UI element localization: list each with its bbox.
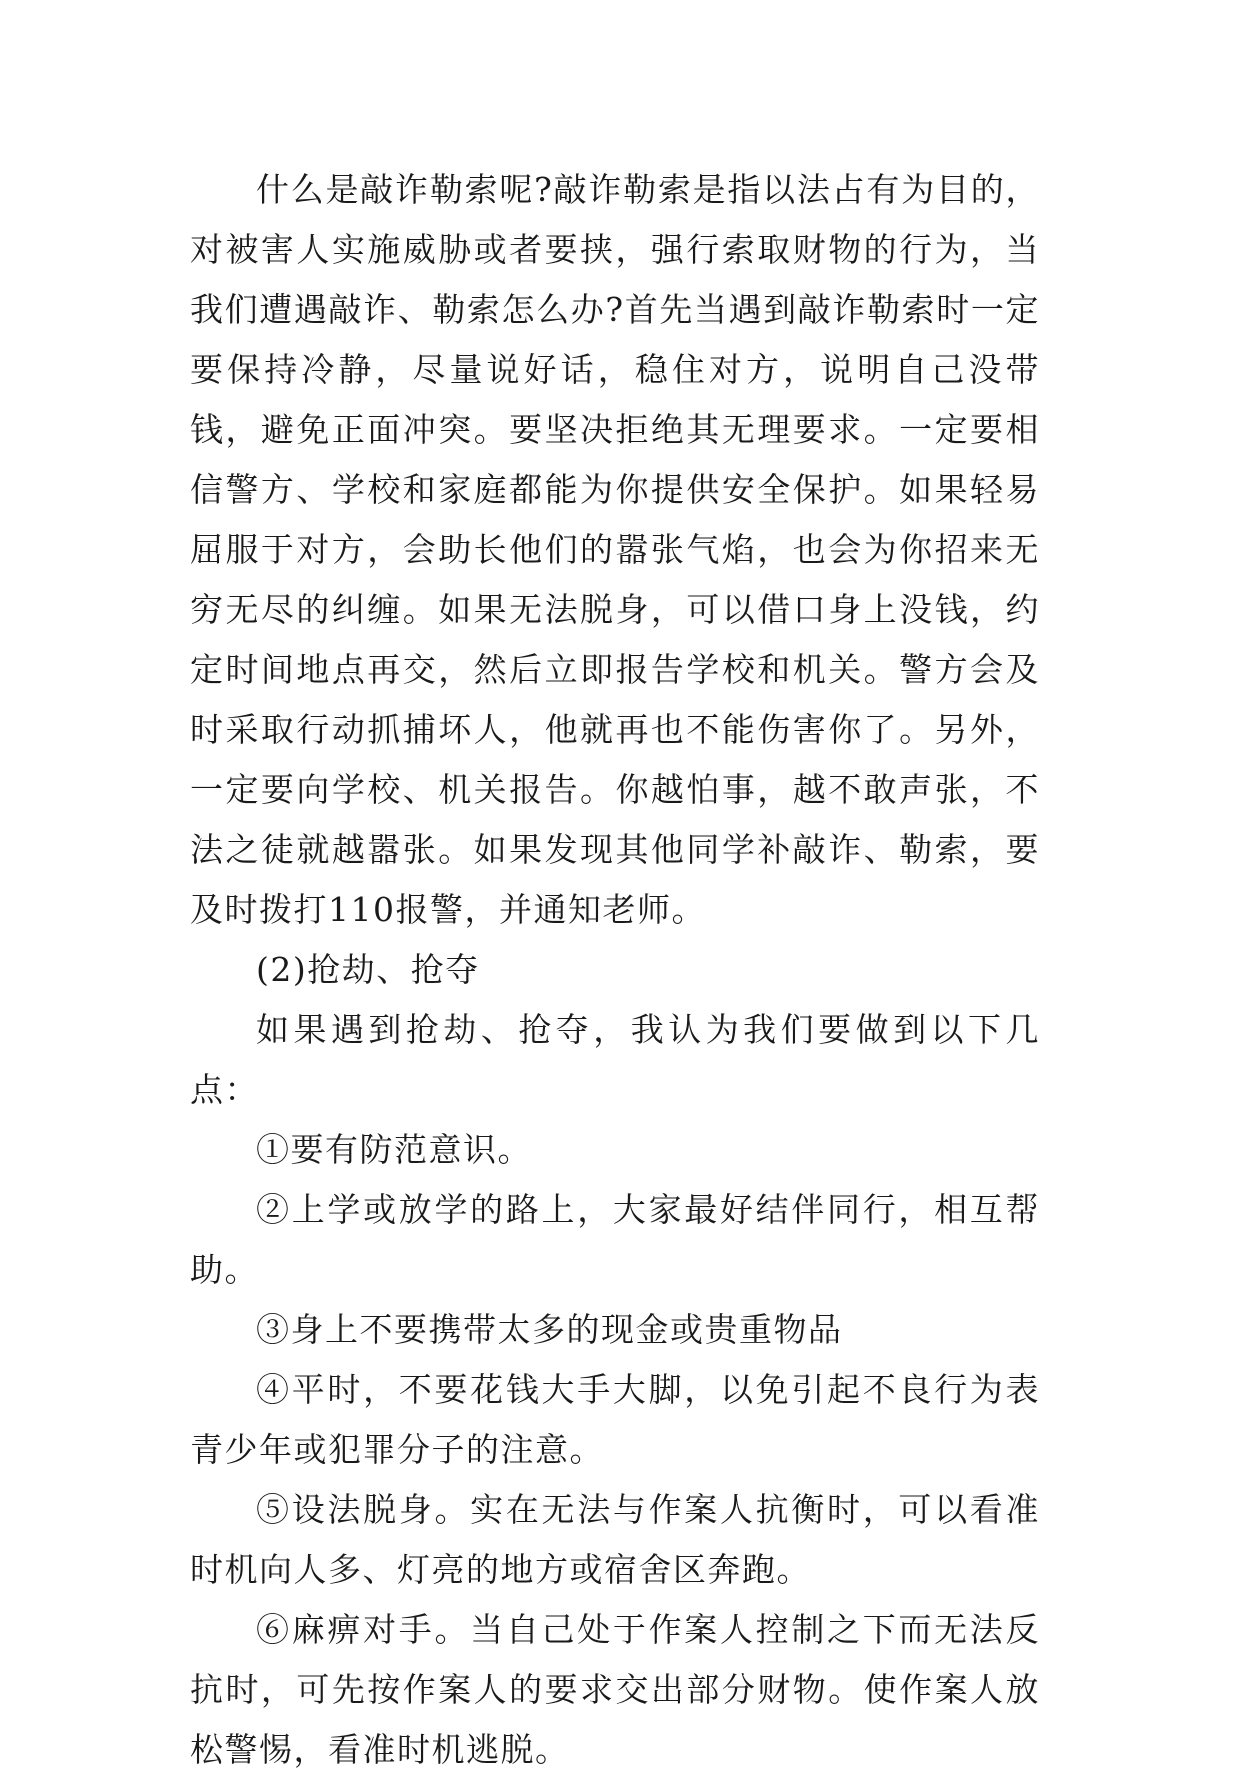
document-body — [190, 160, 1040, 1780]
point-1: ①要有防范意识。 — [256, 1130, 532, 1169]
point-4: ④平时，不要花钱大手大脚，以免引起不良行为表青少年或犯罪分子的注意。 — [190, 1370, 1040, 1469]
point-6: ⑥麻痹对手。当自己处于作案人控制之下而无法反抗时，可先按作案人的要求交出部分财物。使作案人放松警惕，看准时机逃脱。 — [190, 1610, 1040, 1769]
intro-paragraph: 什么是敲诈勒索呢?敲诈勒索是指以法占有为目的，对被害人实施威胁或者要挟，强行索取财物的行为，当我们遭遇敲诈、勒索怎么办?首先当遇到敲诈勒索时一定要保持冷静，尽量说好话，稳住对方，说明自己没带钱，避免正面冲突。要坚决拒绝其无理要求。一定要相信警方、学校和家庭都能为你提供安全保护。如果轻易屈服于对方，会助长他们的嚣张气焰，也会为你招来无穷无尽的纠缠。如果无法脱身，可以借口身上没钱，约定时间地点再交，然后立即报告学校和机关。警方会及时采取行动抓捕坏人，他就再也不能伤害你了。另外，一定要向学校、机关报告。你越怕事，越不敢声张，不法之徒就越嚣张。如果发现其他同学补敲诈、勒索，要及时拨打110报警，并通知老师。 — [190, 170, 1040, 929]
section-intro: 如果遇到抢劫、抢夺，我认为我们要做到以下几点： — [190, 1010, 1040, 1109]
point-2: ②上学或放学的路上，大家最好结伴同行，相互帮助。 — [190, 1190, 1040, 1289]
point-3: ③身上不要携带太多的现金或贵重物品 — [256, 1310, 843, 1349]
section-heading: (2)抢劫、抢夺 — [256, 950, 480, 989]
point-5: ⑤设法脱身。实在无法与作案人抗衡时，可以看准时机向人多、灯亮的地方或宿舍区奔跑。 — [190, 1490, 1040, 1589]
